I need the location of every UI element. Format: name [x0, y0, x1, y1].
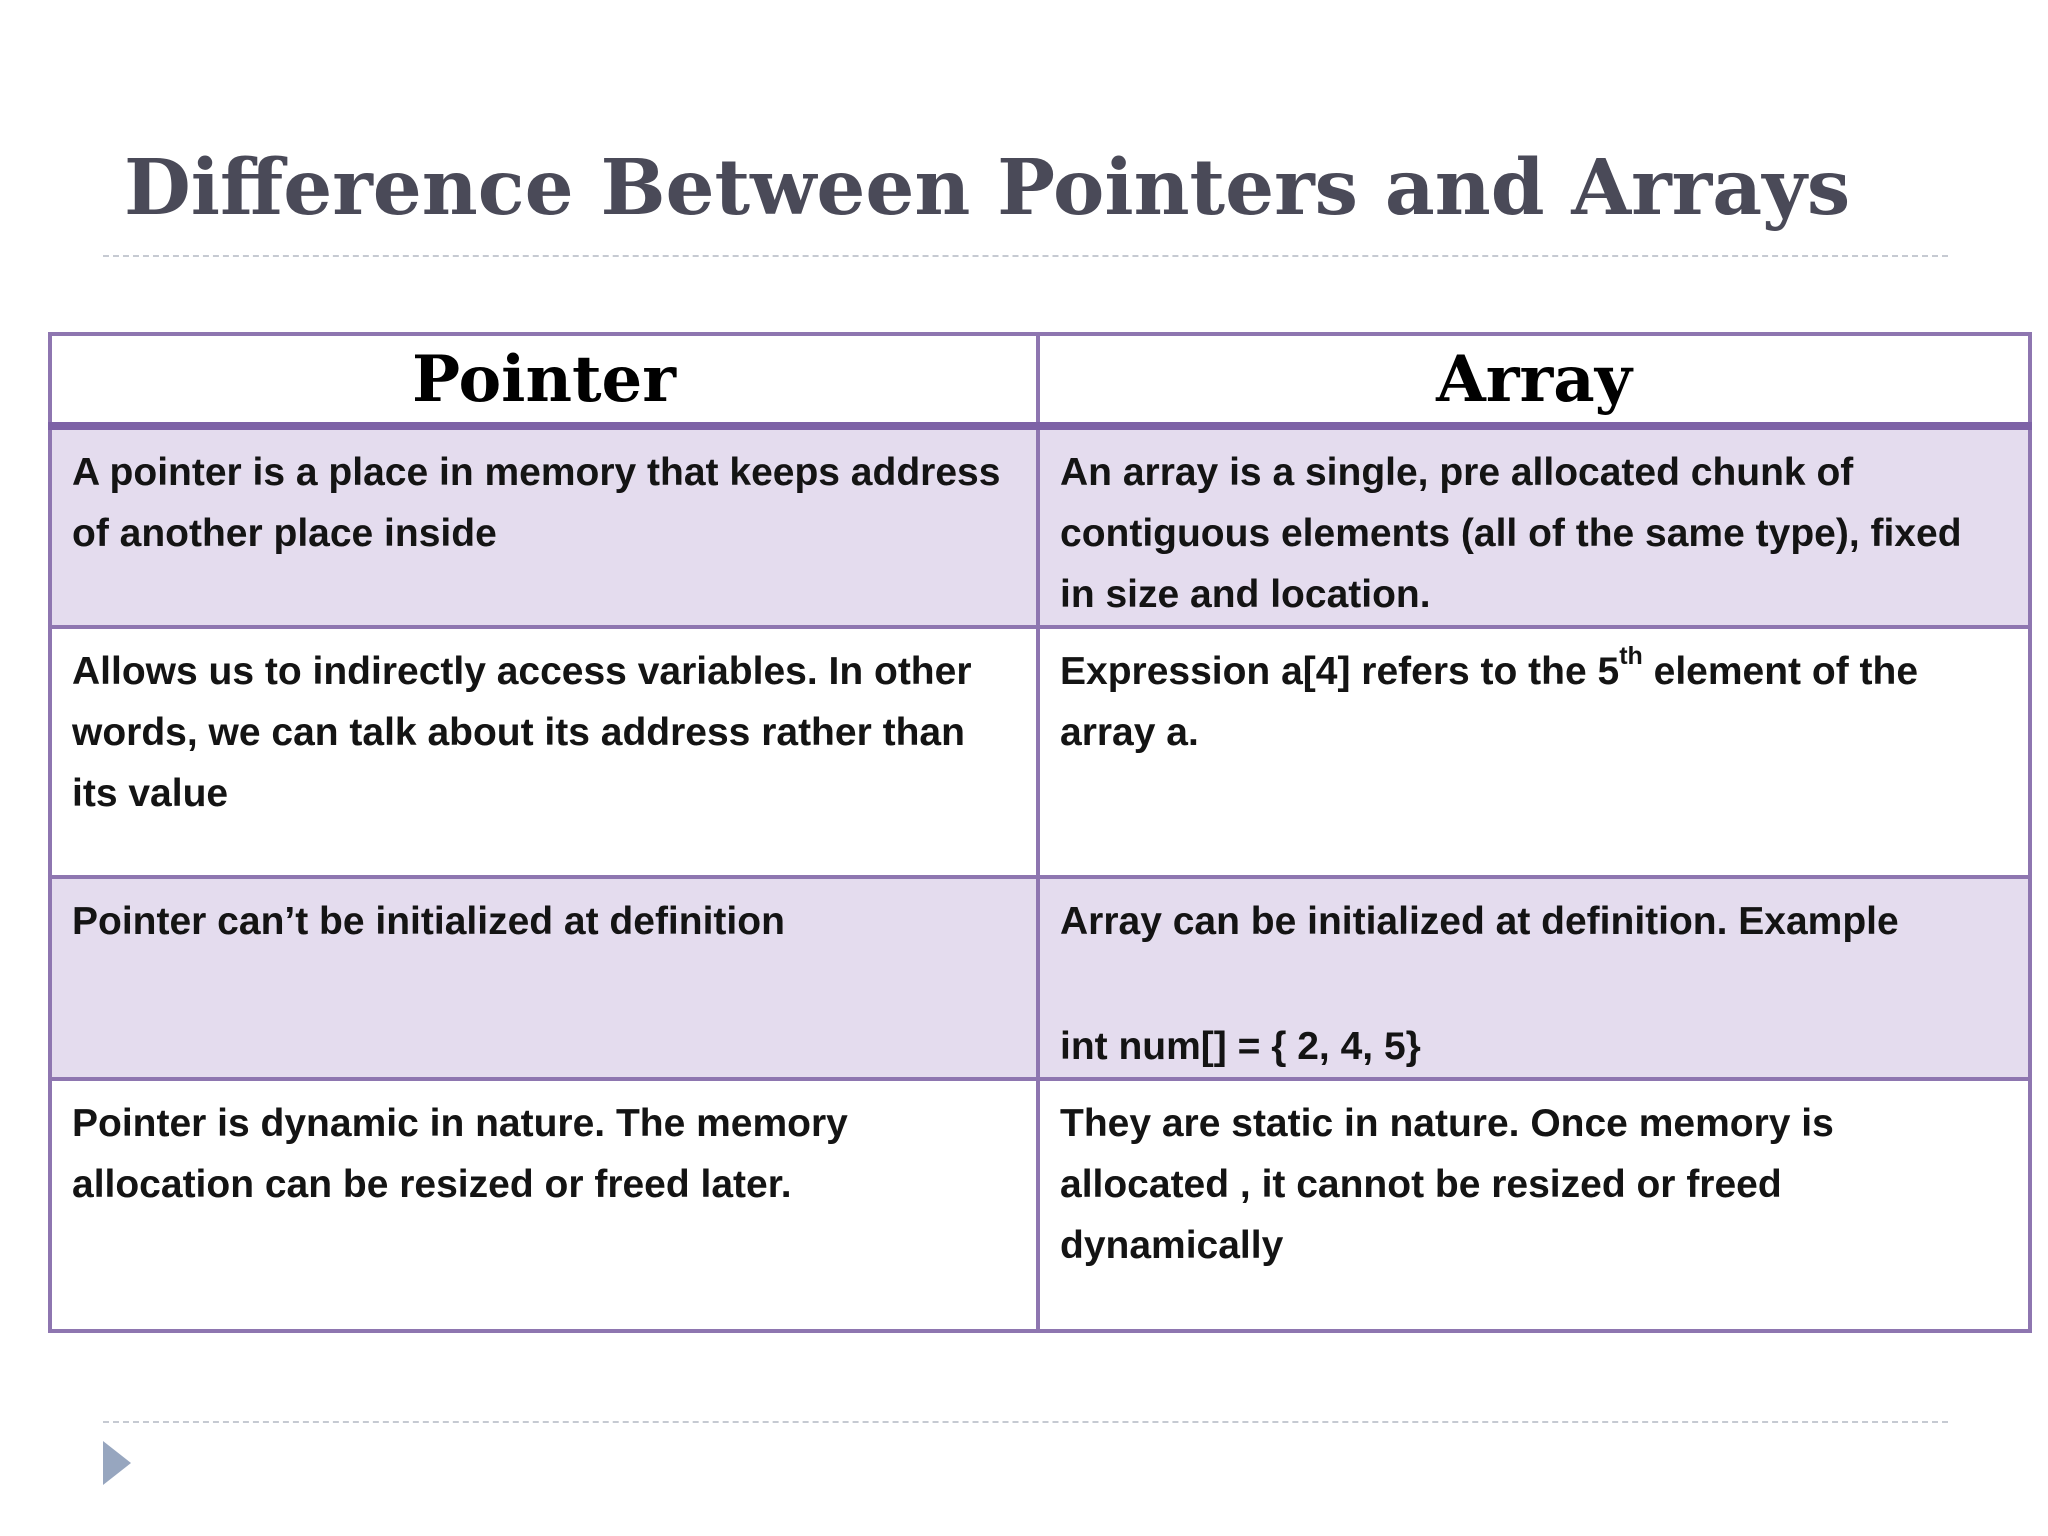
cell-text [1060, 641, 2006, 763]
array-cell [1038, 426, 2030, 627]
table-row [50, 877, 2030, 1079]
cell-text: Pointer can’t be initialized at definition [72, 900, 785, 943]
title-divider [103, 255, 1948, 257]
cell-text-part: Expression a[4] refers to the 5 [1060, 650, 1620, 693]
comparison-table [48, 332, 2032, 1333]
header-pointer: Pointer [50, 334, 1038, 426]
triangle-bullet-icon [103, 1441, 131, 1485]
cell-text: Array can be initialized at definition. Example [1060, 900, 1899, 943]
cell-text: A pointer is a place in memory that keeps address of another place inside [72, 451, 1001, 555]
header-array: Array [1038, 334, 2030, 426]
cell-text: Pointer is dynamic in nature. The memory allocation can be resized or freed later. [72, 1102, 848, 1206]
pointer-cell [50, 627, 1038, 877]
footer-divider [103, 1421, 1948, 1423]
table-row [50, 627, 2030, 877]
table-row [50, 1079, 2030, 1331]
array-cell [1038, 1079, 2030, 1331]
cell-text: They are static in nature. Once memory is allocated , it cannot be resized or freed dynamically [1060, 1102, 1834, 1267]
cell-text-part: element of the array a. [1060, 650, 1919, 754]
code-example: int num[] = { 2, 4, 5} [1060, 1025, 1421, 1068]
pointer-cell [50, 1079, 1038, 1331]
ordinal-suffix: th [1619, 642, 1643, 670]
array-cell [1038, 877, 2030, 1079]
cell-text: An array is a single, pre allocated chunk of contiguous elements (all of the same type), fixed in size and location. [1060, 451, 1962, 616]
pointer-cell [50, 426, 1038, 627]
cell-text: Allows us to indirectly access variables. In other words, we can talk about its address rather than its value [72, 650, 972, 815]
array-cell [1038, 627, 2030, 877]
table-header-row [50, 334, 2030, 426]
table-row [50, 426, 2030, 627]
pointer-cell [50, 877, 1038, 1079]
slide-title: Difference Between Pointers and Arrays [124, 143, 1851, 233]
